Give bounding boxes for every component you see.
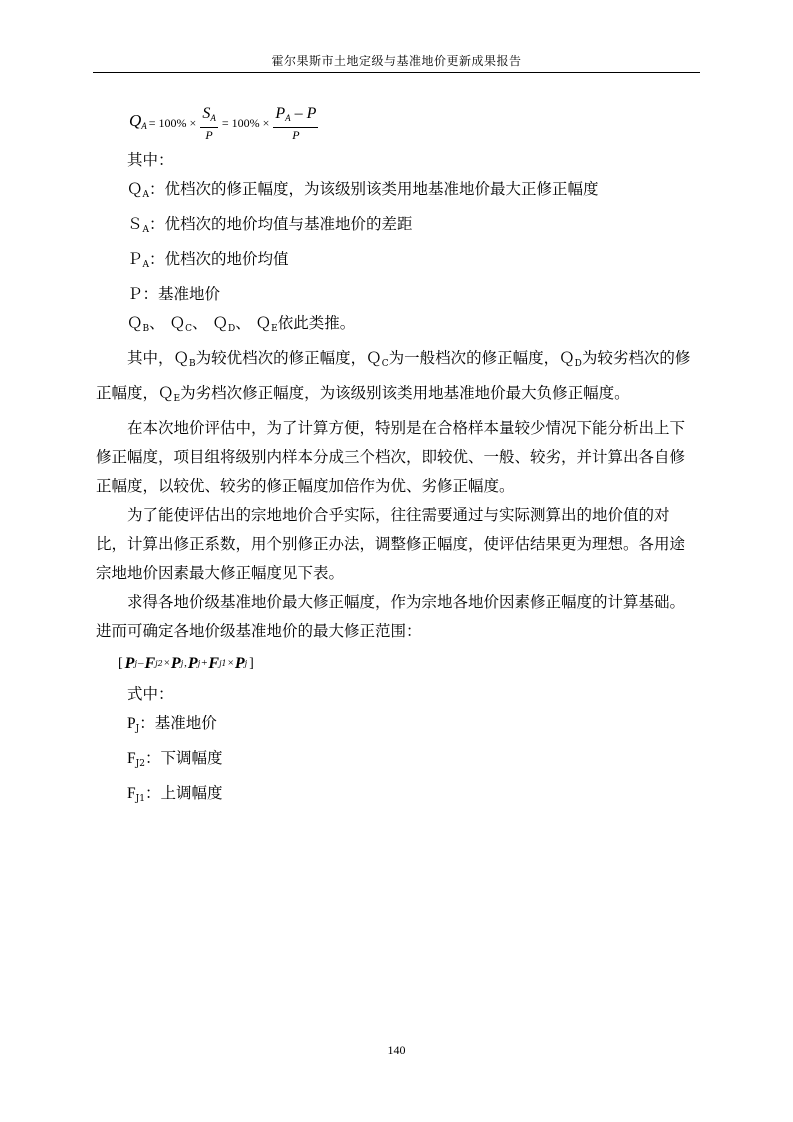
formula-frac1: $\frac{S_A}{P}$ [202,104,216,142]
q-list-line: Ｑ$_B$、 Ｑ$_C$、 Ｑ$_D$、 Ｑ$_E$依此类推。 [127,314,356,334]
def-qa: Ｑ$_A$：优档次的修正幅度，为该级别该类用地基准地价最大正修正幅度 [127,180,599,200]
intro-line-2: 式中： [127,685,174,703]
formula-lhs: $Q_A$ [129,110,147,131]
header-divider [93,72,700,73]
formula-eq2: = 100% × [221,115,270,130]
def-p: Ｐ：基准地价 [127,285,221,303]
def-fj2: $F_{J2}$：下调幅度 [127,749,223,769]
formula-frac2: $\frac{P_A - P}{P}$ [275,104,317,142]
def-pj: $P_J$：基准地价 [127,714,217,734]
intro-line: 其中： [127,151,174,169]
paragraph-range: 求得各地价级基准地价最大修正幅度，作为宗地各地价因素修正幅度的计算基础。进而可确定各地价级基准地价的最大修正范围： [96,593,686,640]
formula-qa [96,100,700,146]
def-fj1: $F_{J1}$：上调幅度 [127,784,223,804]
def-pa: Ｐ$_A$：优档次的地价均值 [127,250,289,270]
page-number: 140 [387,1043,406,1057]
formula-range: [ P j – F j2 × P j , P j + F j1 × P j ] [118,654,254,672]
def-sa: Ｓ$_A$：优档次的地价均值与基准地价的差距 [127,215,413,235]
paragraph-evaluation: 在本次地价评估中，为了计算方便，特别是在合格样本量较少情况下能分析出上下修正幅度，项目组将级别内样本分成三个档次，即较优、一般、较劣，并计算出各自修正幅度，以较优、较劣的修正幅度加倍作为优、劣修正幅度。 [96,419,686,495]
document-body [96,100,700,814]
formula-eq1: = 100% × [148,115,197,130]
paragraph-grades: 其中，Ｑ$_B$为较优档次的修正幅度，Ｑ$_C$为一般档次的修正幅度，Ｑ$_D$为较劣档次的修正幅度，Ｑ$_E$为劣档次修正幅度，为该级别该类用地基准地价最大负修正幅度。 [96,349,691,404]
paragraph-correction: 为了能使评估出的宗地地价合乎实际，往往需要通过与实际测算出的地价值的对比，计算出修正系数，用个别修正办法，调整修正幅度，使评估结果更为理想。各用途宗地地价因素最大修正幅度见下表。 [96,506,686,582]
header-title: 霍尔果斯市土地定级与基准地价更新成果报告 [271,54,522,68]
